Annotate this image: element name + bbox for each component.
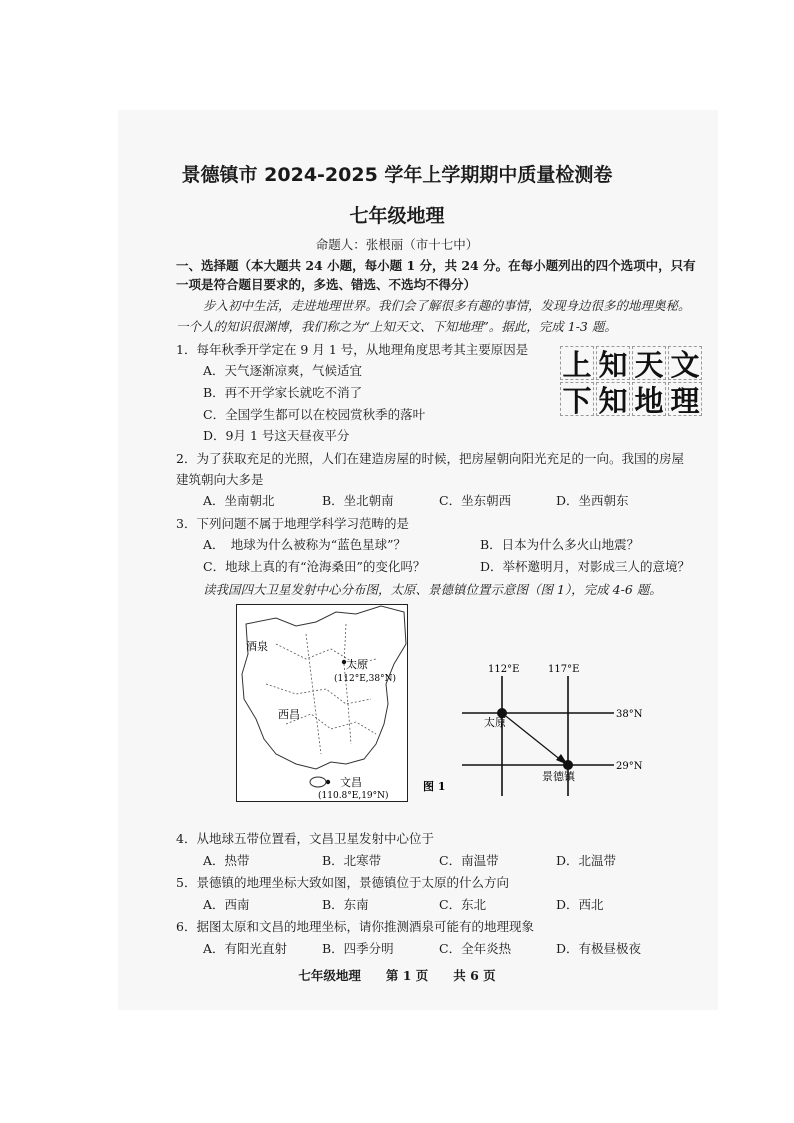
exam-title: 景德镇市 2024-2025 学年上学期期中质量检测卷 <box>181 164 613 186</box>
option-c[interactable]: C．全年炎热 <box>439 941 512 956</box>
lon-label-117: 117°E <box>548 664 580 675</box>
question-stem: 2．为了获取充足的光照，人们在建造房屋的时候，把房屋朝向阳光充足的一向。我国的房屋 <box>176 451 684 466</box>
option-d[interactable]: D．有极昼极夜 <box>556 941 642 956</box>
question-stem: 3．下列问题不属于地理学科学习范畴的是 <box>176 516 409 531</box>
option-d[interactable]: D．举杯邀明月，对影成三人的意境？ <box>480 559 691 574</box>
option-a[interactable]: A．西南 <box>203 897 250 912</box>
option-c[interactable]: C．坐东朝西 <box>439 493 512 508</box>
map-label-wenchang-coord: (110.8°E,19°N) <box>318 791 389 801</box>
question-stem: 6．据图太原和文昌的地理坐标，请你推测酒泉可能有的地理现象 <box>176 919 534 934</box>
map-label-xichang: 西昌 <box>278 708 300 721</box>
option-c[interactable]: C．全国学生都可以在校园赏秋季的落叶 <box>203 407 426 422</box>
calligraphy-char: 上 <box>560 346 594 380</box>
page-footer: 七年级地理 第 1 页 共 6 页 <box>298 968 496 983</box>
figure-caption: 图 1 <box>423 780 446 793</box>
calligraphy-char: 下 <box>560 382 594 416</box>
map-label-taiyuan-coord: (112°E,38°N) <box>334 674 396 684</box>
map-label-taiyuan: 太原 <box>346 658 368 671</box>
calligraphy-char: 知 <box>596 382 630 416</box>
option-b[interactable]: B．北寒带 <box>322 853 382 868</box>
option-c[interactable]: C．地球上真的有“沧海桑田”的变化吗？ <box>203 559 426 574</box>
exam-subtitle: 七年级地理 <box>349 205 445 227</box>
grid-label-jingdezhen: 景德镇 <box>542 770 575 783</box>
calligraphy-char: 知 <box>596 346 630 380</box>
option-a[interactable]: A．坐南朝北 <box>203 493 275 508</box>
question-stem: 4．从地球五带位置看，文昌卫星发射中心位于 <box>176 831 434 846</box>
option-b[interactable]: B．坐北朝南 <box>322 493 394 508</box>
wenchang-dot <box>326 780 330 784</box>
lon-label-112: 112°E <box>488 664 520 675</box>
lat-label-38: 38°N <box>616 709 643 720</box>
option-b[interactable]: B．四季分明 <box>322 941 394 956</box>
question-stem-cont: 建筑朝向大多是 <box>176 472 264 487</box>
exam-author: 命题人：张根丽（市十七中） <box>315 237 479 252</box>
option-d[interactable]: D．9月 1 号这天昼夜平分 <box>203 428 350 443</box>
intro-line-2: 一个人的知识很渊博，我们称之为“上知天文、下知地理”。据此，完成 1-3 题。 <box>176 319 617 334</box>
jingdezhen-point <box>563 760 573 770</box>
calligraphy-char: 理 <box>668 382 702 416</box>
option-a[interactable]: A．天气逐渐凉爽，气候适宜 <box>203 363 363 378</box>
option-c[interactable]: C．南温带 <box>439 853 499 868</box>
section-heading: 一、选择题（本大题共 24 小题，每小题 1 分，共 24 分。在每小题列出的四个选项中，只有 <box>176 258 696 273</box>
calligraphy-char: 天 <box>632 346 666 380</box>
option-d[interactable]: D．北温带 <box>556 853 617 868</box>
calligraphy-char: 文 <box>668 346 702 380</box>
option-c[interactable]: C．东北 <box>439 897 487 912</box>
question-stem: 1．每年秋季开学定在 9 月 1 号，从地理角度思考其主要原因是 <box>176 342 529 357</box>
intro-line-1: 步入初中生活，走进地理世界。我们会了解很多有趣的事情，发现身边很多的地理奥秘。 <box>203 298 691 313</box>
option-a[interactable]: A．有阳光直射 <box>203 941 288 956</box>
grid-label-taiyuan: 太原 <box>484 716 506 729</box>
launch-center-map <box>236 604 408 802</box>
option-a[interactable]: A． 地球为什么被称为“蓝色星球”？ <box>203 537 407 552</box>
coordinate-grid-figure <box>418 660 654 800</box>
section-heading-2: 一项是符合题目要求的，多选、错选、不选均不得分） <box>176 277 477 292</box>
calligraphy-image <box>560 346 702 416</box>
map-label-jiuquan: 酒泉 <box>246 640 268 653</box>
option-d[interactable]: D．坐西朝东 <box>556 493 629 508</box>
calligraphy-char: 地 <box>632 382 666 416</box>
option-b[interactable]: B．东南 <box>322 897 369 912</box>
figure-intro: 读我国四大卫星发射中心分布图，太原、景德镇位置示意图（图 1），完成 4-6 题。 <box>203 582 662 597</box>
question-stem: 5．景德镇的地理坐标大致如图，景德镇位于太原的什么方向 <box>176 875 509 890</box>
map-label-wenchang: 文昌 <box>340 776 362 789</box>
option-a[interactable]: A．热带 <box>203 853 250 868</box>
option-d[interactable]: D．西北 <box>556 897 604 912</box>
option-b[interactable]: B．再不开学家长就吃不消了 <box>203 385 363 400</box>
option-b[interactable]: B．日本为什么多火山地震？ <box>480 537 640 552</box>
lat-label-29: 29°N <box>616 761 643 772</box>
